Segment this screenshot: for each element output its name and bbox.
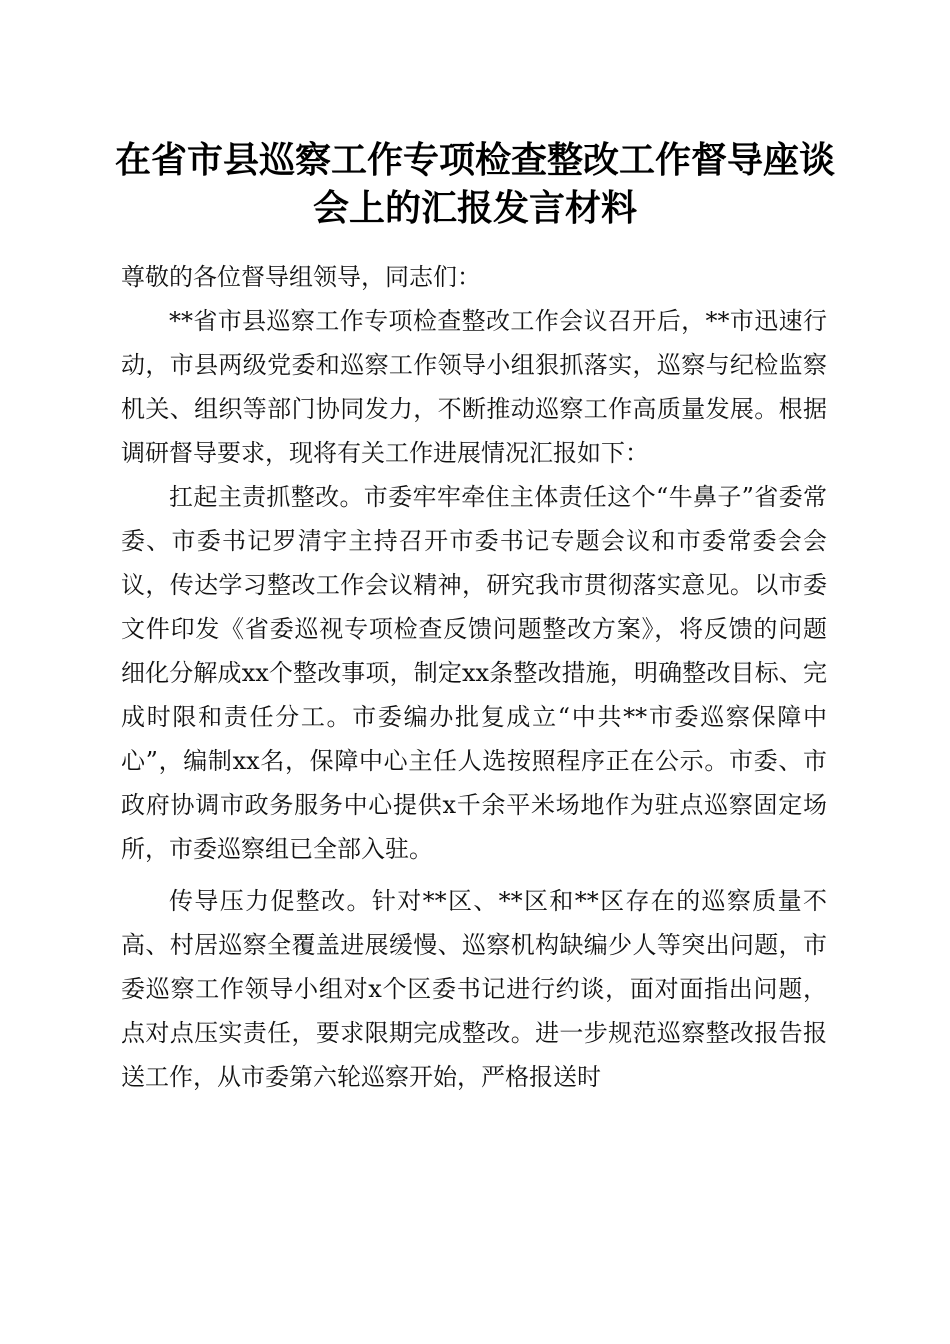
document-title: 在省市县巡察工作专项检查整改工作督导座谈会上的汇报发言材料 (114, 139, 835, 229)
paragraph-intro: **省市县巡察工作专项检查整改工作会议召开后，**市迅速行动，市县两级党委和巡察工作领导小组狠抓落实，巡察与纪检监察机关、组织等部门协同发力，不断推动巡察工作高质量发展。根据调研督导要求，现将有关工作进展情况汇报如下： (121, 307, 827, 467)
paragraph-pressure: 传导压力促整改。针对**区、**区和**区存在的巡察质量不高、村居巡察全覆盖进展缓慢、巡察机构缺编少人等突出问题，市委巡察工作领导小组对x个区委书记进行约谈，面对面指出问题，点对点压实责任，要求限期完成整改。进一步规范巡察整改报告报送工作，从市委第六轮巡察开始，严格报送时 (121, 887, 827, 1091)
document-body (121, 255, 827, 1099)
paragraph-responsibility: 扛起主责抓整改。市委牢牢牵住主体责任这个“牛鼻子”省委常委、市委书记罗清宇主持召开市委书记专题会议和市委常委会会议，传达学习整改工作会议精神，研究我市贯彻落实意见。以市委文件印发《省委巡视专项检查反馈问题整改方案》，将反馈的问题细化分解成xx个整改事项，制定xx条整改措施，明确整改目标、完成时限和责任分工。市委编办批复成立“中共**市委巡察保障中心”，编制xx名，保障中心主任人选按照程序正在公示。市委、市政府协调市政务服务中心提供x千余平米场地作为驻点巡察固定场所，市委巡察组已全部入驻。 (121, 483, 827, 863)
salutation: 尊敬的各位督导组领导，同志们： (121, 263, 481, 291)
